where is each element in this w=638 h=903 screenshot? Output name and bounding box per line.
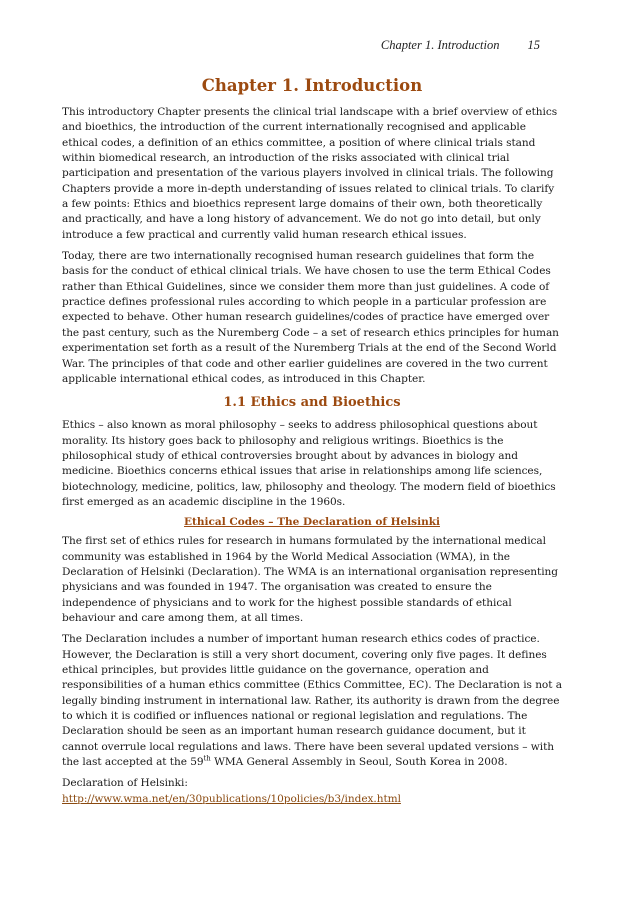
declaration-paragraph	[62, 632, 562, 770]
subsection-title: Ethical Codes – The Declaration of Helsinki	[184, 516, 440, 529]
ordinal-suffix: th	[203, 754, 211, 763]
declaration-text-before: The Declaration includes a number of important human research ethics codes of practice. However, the Declaration is still a very short document, covering only five pages. It defines ethical principles, but provides little guidance on the governance, operation and responsibilities of a human ethics committee (Ethics Committee, EC). The Declaration is not a legally binding instrument in international law. Rather, its authority is drawn from the degree to which it is codified or influences national or regional legislation and regulations. The Declaration should be seen as an important human research guidance document, but it cannot overrule local regulations and laws. There have been several updated versions – with the last accepted at the 59	[62, 633, 562, 769]
intro-paragraph-2: Today, there are two internationally recognised human research guidelines that form the basis for the conduct of ethical clinical trials. We have chosen to use the term Ethical Codes rather than Ethical Guidelines, since we consider them more than just guidelines. A code of practice defines professional rules according to which people in a particular profession are expected to behave. Other human research guidelines/codes of practice have emerged over the past century, such as the Nuremberg Code – a set of research ethics principles for human experimentation set forth as a result of the Nuremberg Trials at the end of the Second World War. The principles of that code and other earlier guidelines are covered in the two current applicable international ethical codes, as introduced in this Chapter.	[62, 250, 559, 385]
reference-link[interactable]: http://www.wma.net/en/30publications/10policies/b3/index.html	[62, 792, 401, 805]
running-header	[381, 38, 540, 53]
declaration-text-after: WMA General Assembly in Seoul, South Korea in 2008.	[210, 756, 508, 769]
intro-paragraph-1: This introductory Chapter presents the clinical trial landscape with a brief overview of ethics and bioethics, the introduction of the current internationally recognised and applicable ethical codes, a definition of an ethics committee, a position of where clinical trials stand within biomedical research, an introduction of the risks associated with clinical trial participation and presentation of the various players involved in clinical trials. The following Chapters provide a more in-depth understanding of issues related to clinical trials. To clarify a few points: Ethics and bioethics represent large domains of their own, both theoretically and practically, and have a long history of advancement. We do not go into detail, but only introduce a few practical and currently valid human research ethical issues.	[62, 106, 558, 241]
helsinki-paragraph: The first set of ethics rules for research in humans formulated by the international medical community was established in 1964 by the World Medical Association (WMA), in the Declaration of Helsinki (Declaration). The WMA is an international organisation representing physicians and was founded in 1947. The organisation was created to ensure the independence of physicians and to work for the highest possible standards of ethical behaviour and care among them, at all times.	[62, 535, 558, 624]
chapter-title: Chapter 1. Introduction	[201, 76, 423, 95]
ethics-paragraph: Ethics – also known as moral philosophy – seeks to address philosophical questions about morality. Its history goes back to philosophy and religious writings. Bioethics is the philosophical study of ethical controversies brought about by advances in biology and medicine. Bioethics concerns ethical issues that arise in relationships among life sciences, biotechnology, medicine, politics, law, philosophy and theology. The modern field of bioethics first emerged as an academic discipline in the 1960s.	[62, 419, 556, 508]
page-number: 15	[527, 38, 540, 52]
running-header-chapter: Chapter 1. Introduction	[380, 38, 500, 52]
page-body	[62, 76, 562, 807]
section-title: 1.1 Ethics and Bioethics	[223, 395, 401, 411]
reference-block	[62, 776, 562, 807]
reference-label: Declaration of Helsinki:	[62, 777, 188, 790]
